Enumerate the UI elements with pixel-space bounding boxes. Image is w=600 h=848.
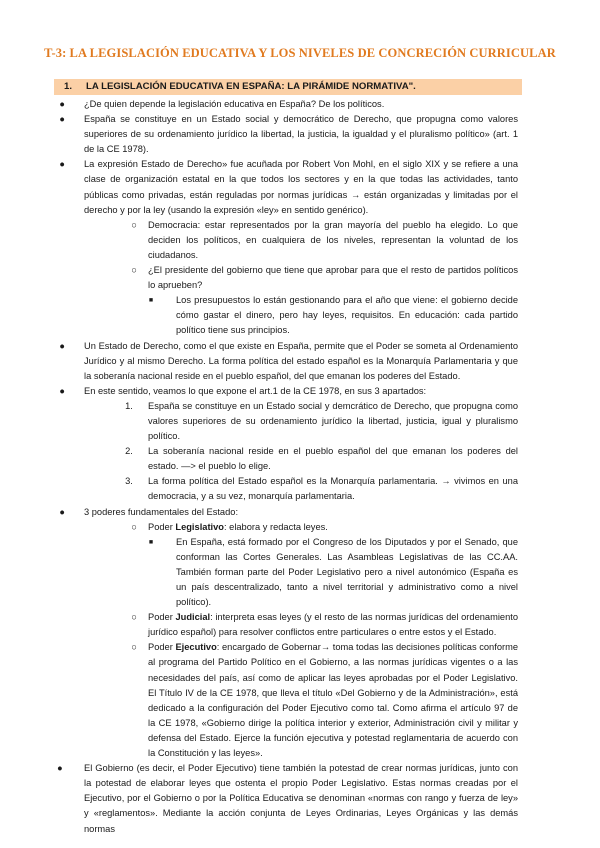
bullet-marker: ● bbox=[59, 99, 65, 109]
bullet-marker: ● bbox=[59, 114, 65, 125]
document-title: T-3: LA LEGISLACIÓN EDUCATIVA Y LOS NIVELES DE CONCRECIÓN CURRICULAR bbox=[44, 46, 556, 60]
square-marker: ■ bbox=[148, 297, 154, 305]
bullet-marker: ● bbox=[57, 763, 63, 774]
paragraph-text: Los presupuestos lo están gestionando para el año que viene: el gobierno decide cómo gastar el dinero, pero hay leyes, requisitos. En educación: cada partido político tiene sus principios. bbox=[176, 295, 518, 336]
section-number: 1. bbox=[64, 81, 73, 92]
paragraph-text: Un Estado de Derecho, como el que existe en España, permite que el Poder se someta al Ordenamiento Jurídico y al mismo Derecho. La forma política del estado español es la Monarquía Parlamentaria y que la soberanía nacional reside en el pueblo español, del que emanan los poderes del Estado. bbox=[84, 340, 518, 381]
circle-marker: ○ bbox=[131, 642, 137, 653]
bullet-item bbox=[59, 112, 518, 157]
paragraph-text-prefix: Poder bbox=[148, 642, 176, 653]
bullet-item bbox=[59, 157, 518, 217]
sub-bullet-item bbox=[131, 263, 518, 293]
bullet-marker: ● bbox=[59, 159, 65, 170]
paragraph-text: España se constituye en un Estado social y demcrático de Derecho, que propugna como valores superiores de su ordenamiento jurídico la libertad, justicia, igual y pluralismo político. bbox=[148, 400, 518, 442]
paragraph-text: La expresión Estado de Derecho» fue acuñada por Robert Von Mohl, en el siglo XIX y se refiere a una clase de organización estatal en la que todos los sectores y en la que todas las actividades, tanto públicas como privadas, están reguladas por normas jurídicas → están organizadas y limitadas por el derecho y por la ley (usando la expresión «ley» en sentido genérico). bbox=[84, 159, 518, 215]
paragraph-text-prefix: Poder bbox=[148, 521, 176, 532]
sub-sub-bullet-item bbox=[148, 535, 518, 610]
number-marker: 3. bbox=[125, 476, 133, 487]
circle-marker: ○ bbox=[131, 521, 137, 532]
number-marker: 2. bbox=[125, 446, 133, 457]
number-marker: 1. bbox=[125, 400, 133, 411]
bullet-item bbox=[59, 505, 518, 520]
paragraph-text: En este sentido, veamos lo que expone el art.1 de la CE 1978, en sus 3 apartados: bbox=[84, 385, 427, 396]
numbered-item bbox=[125, 444, 518, 474]
sub-sub-bullet-item bbox=[148, 293, 518, 338]
paragraph-text: : encargado de Gobernar→ toma todas las decisiones políticas conforme al programa del Partido Político en el Gobierno, a las normas jurídicas vigentes o a las necesidades del país, así como de aplicar las leyes aprobadas por el Poder Legislativo. El Título IV de la CE 1978, que lleva el título «Del Gobierno y de la Administración», está dedicado a la configuración del Poder Ejecutivo como tal. Como afirma el artículo 97 de la CE 1978, «Gobierno dirige la política interior y exterior, Administración civil y militar y defensa del Estado. Ejerce la función ejecutiva y potestad reglamentaria de acuerdo con la Constitución y las leyes». bbox=[148, 642, 518, 759]
paragraph-text: La soberanía nacional reside en el pueblo español del que emanan los poderes del estado. —> el pueblo lo elige. bbox=[148, 446, 518, 472]
sub-bullet-item bbox=[131, 218, 518, 263]
term-judicial: Judicial bbox=[175, 612, 211, 623]
paragraph-text: En España, está formado por el Congreso de los Diputados y por el Senado, que conforman las Cortes Generales. Las Asambleas Legislativas de las CC.AA. También forman parte del Poder Legislativo pero a nivel autonómico (España es un país descentralizado, tanto a nivel territorial y administrativo como a nivel político). bbox=[176, 536, 518, 608]
section-heading bbox=[54, 79, 522, 95]
paragraph-text: Democracia: estar representados por la gran mayoría del pueblo ha elegido. Lo que deciden los políticos, en cualquiera de los niveles, representan la voluntad de los ciudadanos. bbox=[148, 219, 518, 260]
numbered-item bbox=[125, 474, 518, 504]
paragraph-text: España se constituye en un Estado social y democrático de Derecho, que propugna como valores superiores de su ordenamiento jurídico la libertad, la justicia, la igualdad y el pluralismo político» (art. 1 de la CE 1978). bbox=[84, 114, 518, 155]
bullet-marker: ● bbox=[59, 385, 65, 396]
paragraph-text: ¿El presidente del gobierno que tiene que aprobar para que el resto de partidos políticos lo aprueben? bbox=[148, 265, 518, 291]
paragraph-text: : elabora y redacta leyes. bbox=[223, 521, 328, 532]
sub-bullet-item bbox=[131, 640, 518, 761]
bullet-marker: ● bbox=[59, 340, 65, 351]
bullet-item bbox=[57, 761, 518, 836]
square-marker: ■ bbox=[148, 538, 154, 546]
document-body bbox=[0, 97, 600, 837]
sub-bullet-item bbox=[131, 610, 518, 640]
term-ejecutivo: Ejecutivo bbox=[175, 642, 217, 653]
bullet-item bbox=[59, 97, 518, 112]
paragraph-text: El Gobierno (es decir, el Poder Ejecutivo) tiene también la potestad de crear normas jurídicas, junto con la potestad de elaborar leyes que ostenta el propio Poder Legislativo. Estas normas creadas por el Ejecutivo, por el Gobierno o por la Política Educativa se denominan «normas con rango y fuerza de ley» y «reglamentos». Mediante la acción conjunta de Leyes Ordinarias, Leyes Orgánicas y las demás normas bbox=[84, 763, 518, 834]
bullet-item bbox=[59, 339, 518, 384]
sub-bullet-item bbox=[131, 520, 518, 535]
paragraph-text: La forma política del Estado español es la Monarquía parlamentaria. → vivimos en una democracia, y a su vez, monarquía parlamentaria. bbox=[148, 476, 518, 502]
circle-marker: ○ bbox=[131, 219, 137, 230]
paragraph-text: : interpreta esas leyes (y el resto de las normas jurídicas del ordenamiento jurídico español) para resolver conflictos entre particulares o entre estos y el Estado. bbox=[148, 612, 518, 638]
section-heading-text: LA LEGISLACIÓN EDUCATIVA EN ESPAÑA: LA PIRÁMIDE NORMATIVA". bbox=[86, 81, 416, 92]
circle-marker: ○ bbox=[131, 612, 137, 623]
paragraph-text: ¿De quien depende la legislación educativa en España? De los políticos. bbox=[84, 99, 385, 109]
bullet-item bbox=[59, 384, 518, 399]
paragraph-text-prefix: Poder bbox=[148, 612, 176, 623]
numbered-item bbox=[125, 399, 518, 444]
circle-marker: ○ bbox=[131, 265, 137, 276]
bullet-marker: ● bbox=[59, 506, 65, 517]
paragraph-text: 3 poderes fundamentales del Estado: bbox=[84, 506, 239, 517]
term-legislativo: Legislativo bbox=[175, 521, 224, 532]
